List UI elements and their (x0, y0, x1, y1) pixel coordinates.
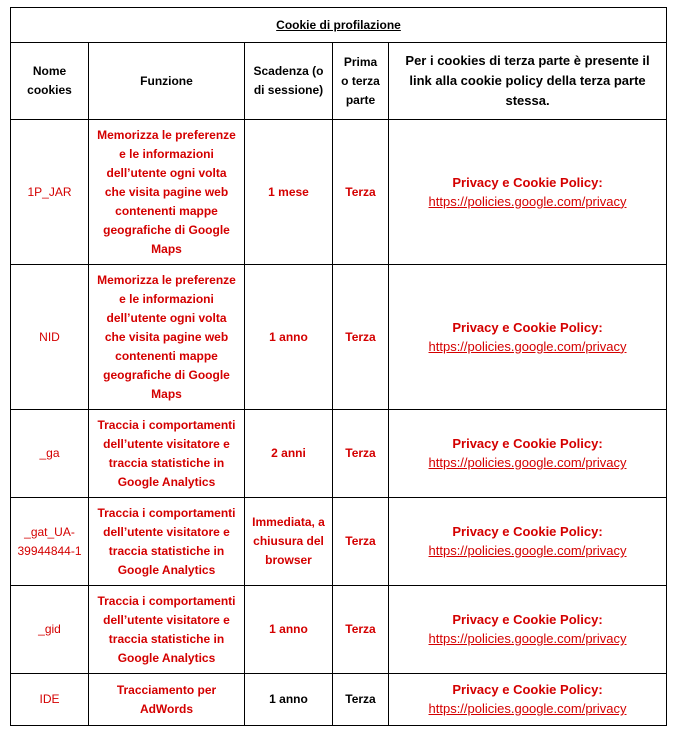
table-row (11, 265, 667, 410)
policy-label: Privacy e Cookie Policy: (452, 524, 603, 539)
cookie-expiry: 2 anni (245, 410, 333, 498)
cookie-function: Memorizza le preferenze e le informazioni dell’utente ogni volta che visita pagine web contenenti mappe geografiche di Google Maps (89, 265, 245, 410)
cookie-party: Terza (333, 586, 389, 674)
header-party: Prima o terza parte (333, 43, 389, 120)
cookie-table (10, 7, 667, 726)
policy-link[interactable]: https://policies.google.com/privacy (428, 701, 627, 716)
header-policy: Per i cookies di terza parte è presente il link alla cookie policy della terza parte stessa. (389, 43, 667, 120)
header-function: Funzione (89, 43, 245, 120)
policy-link[interactable]: https://policies.google.com/privacy (428, 338, 627, 354)
policy-link[interactable]: https://policies.google.com/privacy (428, 455, 627, 470)
cookie-name: IDE (11, 674, 89, 726)
cookie-name: _ga (11, 410, 89, 498)
cookie-party: Terza (333, 120, 389, 265)
table-row (11, 498, 667, 586)
cookie-policy (389, 674, 667, 726)
header-name: Nome cookies (11, 43, 89, 120)
table-title: Cookie di profilazione (11, 8, 667, 43)
cookie-name: _gid (11, 586, 89, 674)
cookie-policy (389, 498, 667, 586)
policy-link[interactable]: https://policies.google.com/privacy (428, 631, 627, 646)
header-row (11, 43, 667, 120)
policy-label: Privacy e Cookie Policy: (452, 174, 603, 190)
policy-link[interactable]: https://policies.google.com/privacy (428, 543, 627, 558)
table-row (11, 674, 667, 726)
cookie-policy (389, 265, 667, 410)
table-row (11, 586, 667, 674)
cookie-name: 1P_JAR (11, 120, 89, 265)
cookie-expiry: 1 anno (245, 586, 333, 674)
policy-label: Privacy e Cookie Policy: (452, 612, 603, 627)
policy-link[interactable]: https://policies.google.com/privacy (428, 193, 627, 209)
cookie-expiry: 1 mese (245, 120, 333, 265)
cookie-function: Traccia i comportamenti dell’utente visitatore e traccia statistiche in Google Analytics (89, 586, 245, 674)
cookie-function: Traccia i comportamenti dell’utente visitatore e traccia statistiche in Google Analytics (89, 410, 245, 498)
cookie-name: NID (11, 265, 89, 410)
cookie-policy (389, 586, 667, 674)
policy-label: Privacy e Cookie Policy: (452, 436, 603, 451)
cookie-policy (389, 120, 667, 265)
cookie-function: Memorizza le preferenze e le informazioni dell’utente ogni volta che visita pagine web contenenti mappe geografiche di Google Maps (89, 120, 245, 265)
cookie-policy (389, 410, 667, 498)
cookie-expiry: 1 anno (245, 265, 333, 410)
policy-label: Privacy e Cookie Policy: (452, 682, 603, 697)
cookie-party: Terza (333, 674, 389, 726)
cookie-name: _gat_UA-39944844-1 (11, 498, 89, 586)
cookie-party: Terza (333, 410, 389, 498)
header-expiry: Scadenza (o di sessione) (245, 43, 333, 120)
cookie-party: Terza (333, 498, 389, 586)
cookie-expiry: 1 anno (245, 674, 333, 726)
cookie-function: Tracciamento per AdWords (89, 674, 245, 726)
table-row (11, 120, 667, 265)
policy-label: Privacy e Cookie Policy: (452, 319, 603, 335)
cookie-function: Traccia i comportamenti dell’utente visitatore e traccia statistiche in Google Analytics (89, 498, 245, 586)
cookie-party: Terza (333, 265, 389, 410)
cookie-expiry: Immediata, a chiusura del browser (245, 498, 333, 586)
table-row (11, 410, 667, 498)
